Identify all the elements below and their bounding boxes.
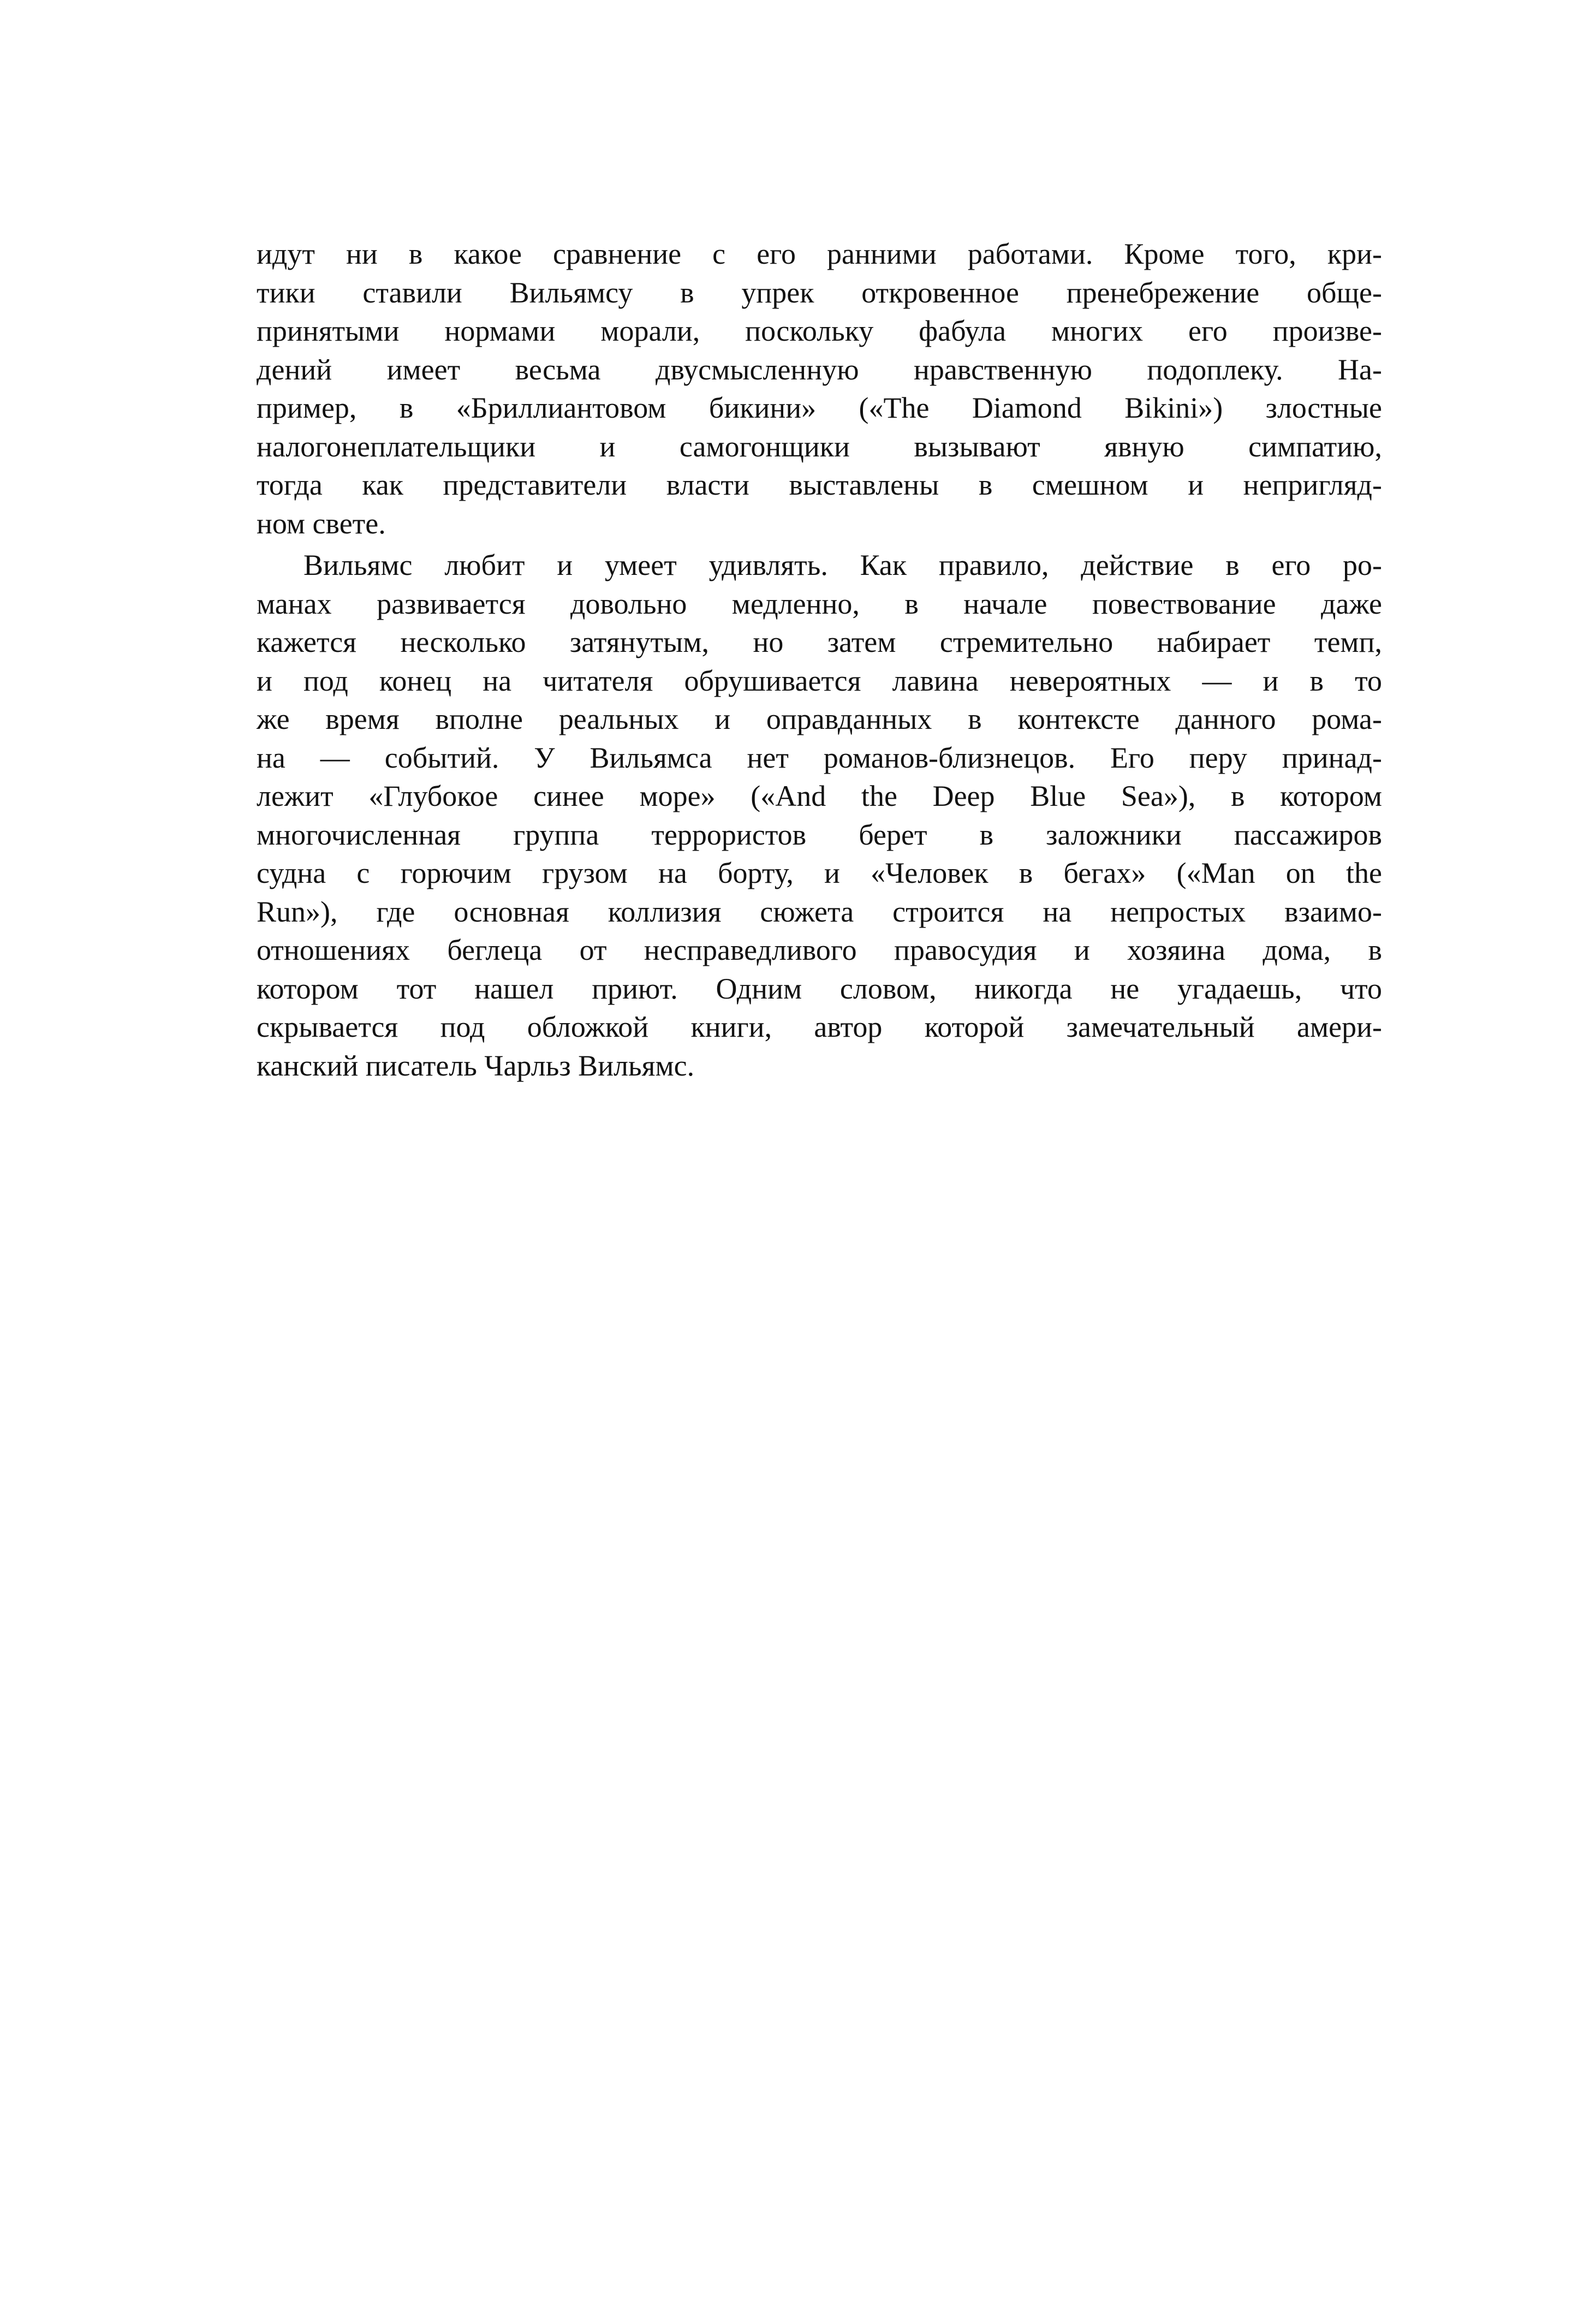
text-line: Run»), где основная коллизия сюжета строится на непростых взаимо- (257, 895, 1382, 928)
paragraph-1 (257, 235, 1382, 543)
text-line: лежит «Глубокое синее море» («And the Deep Blue Sea»), в котором (257, 780, 1382, 812)
text-line: и под конец на читателя обрушивается лавина невероятных — и в то (257, 664, 1382, 697)
text-line: на — событий. У Вильямса нет романов-близнецов. Его перу принад- (257, 741, 1382, 774)
text-line: судна с горючим грузом на борту, и «Человек в бегах» («Man on the (257, 857, 1382, 889)
text-line: скрывается под обложкой книги, автор которой замечательный амери- (257, 1011, 1382, 1043)
text-line: же время вполне реальных и оправданных в контексте данного рома- (257, 703, 1382, 735)
text-line: идут ни в какое сравнение с его ранними работами. Кроме того, кри- (257, 237, 1382, 270)
text-line: налогонеплательщики и самогонщики вызывают явную симпатию, (257, 430, 1382, 463)
paragraph-2 (257, 546, 1382, 1085)
text-line: канский писатель Чарльз Вильямс. (257, 1049, 695, 1082)
text-line: тогда как представители власти выставлены в смешном и непригляд- (257, 468, 1382, 501)
body-text (257, 235, 1382, 1085)
text-line: ном свете. (257, 507, 386, 540)
text-line: отношениях беглеца от несправедливого правосудия и хозяина дома, в (257, 934, 1382, 966)
text-line: котором тот нашел приют. Одним словом, никогда не угадаешь, что (257, 972, 1382, 1005)
text-line: дений имеет весьма двусмысленную нравственную подоплеку. На- (257, 353, 1382, 386)
text-line: принятыми нормами морали, поскольку фабула многих его произве- (257, 314, 1382, 347)
text-line: пример, в «Бриллиантовом бикини» («The Diamond Bikini») злостные (257, 391, 1382, 424)
text-line: тики ставили Вильямсу в упрек откровенное пренебрежение обще- (257, 276, 1382, 309)
text-line: кажется несколько затянутым, но затем стремительно набирает темп, (257, 626, 1382, 658)
text-line: многочисленная группа террористов берет в заложники пассажиров (257, 818, 1382, 851)
text-line: манах развивается довольно медленно, в начале повествование даже (257, 587, 1382, 620)
text-line: Вильямс любит и умеет удивлять. Как правило, действие в его ро- (303, 549, 1382, 581)
